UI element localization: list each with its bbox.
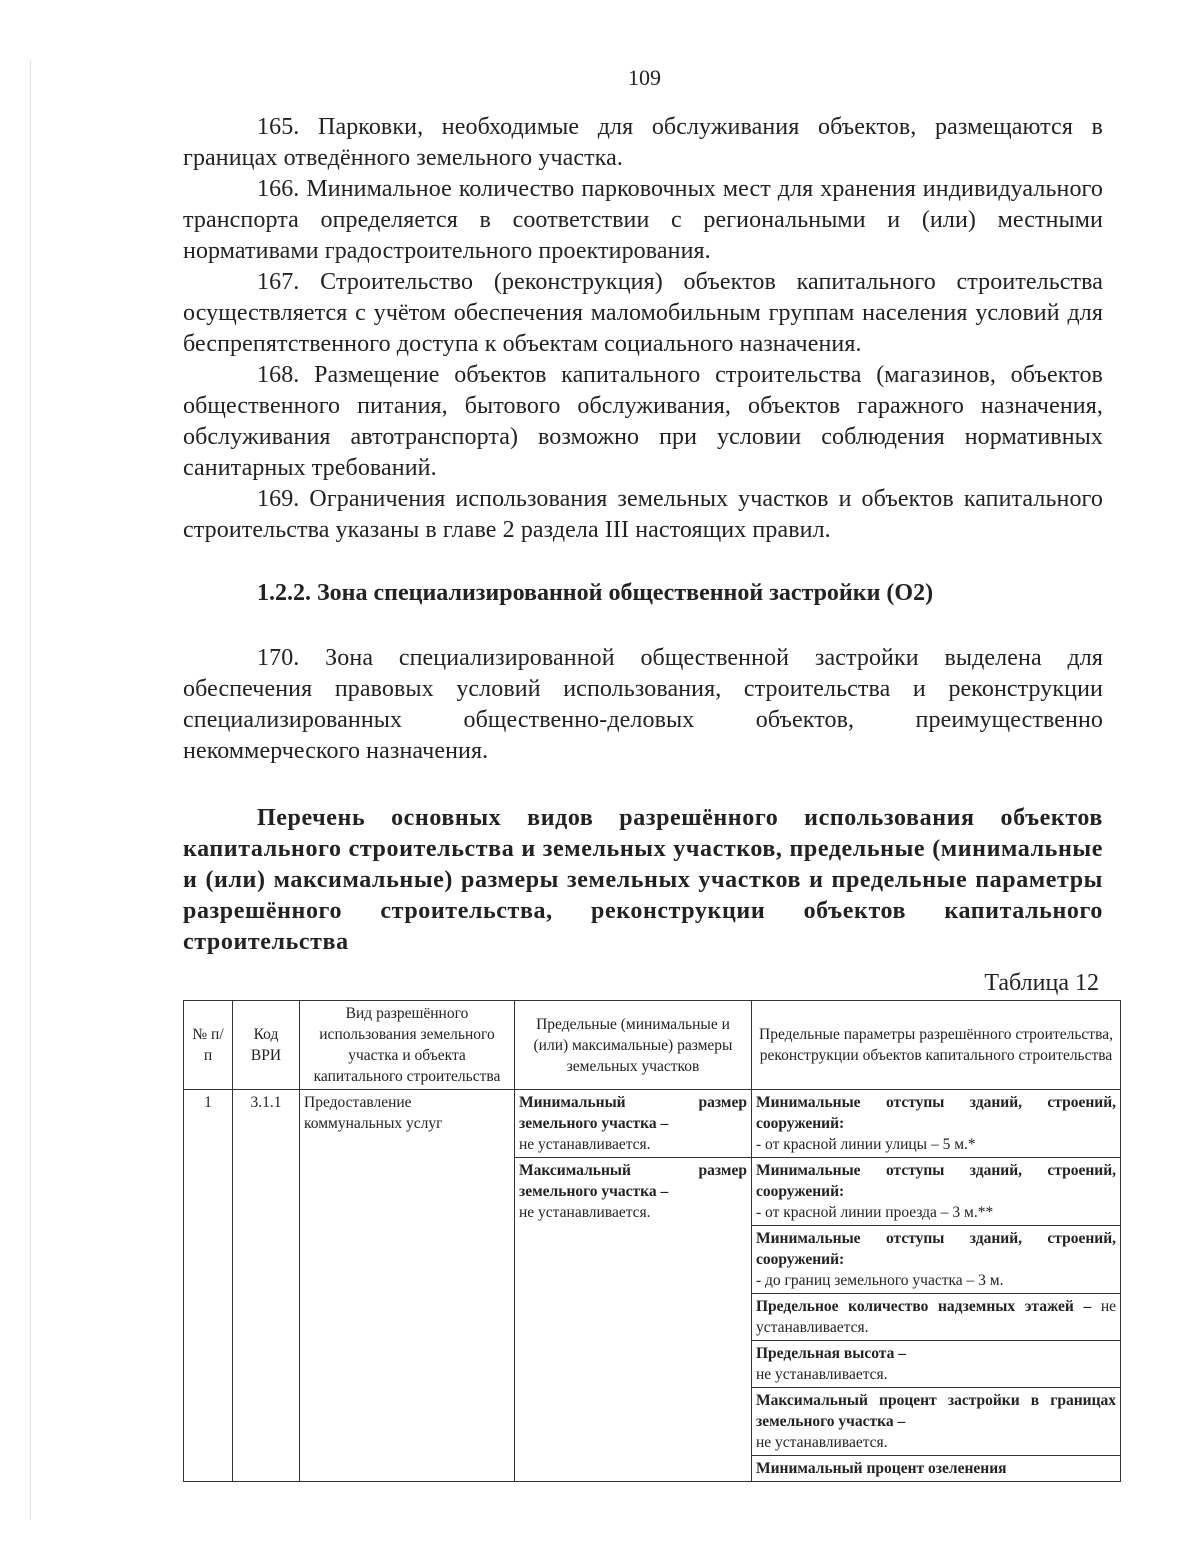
- param-4-title: Предельное количество надземных этажей –: [756, 1298, 1092, 1315]
- param-5-value: не устанавливается.: [756, 1366, 888, 1383]
- paragraph-167: 167. Строительство (реконструкция) объектов капитального строительства осуществляется с учётом обеспечения маломобильным группам населения условий для беспрепятственного доступа к объектам социального назначения.: [183, 269, 1103, 357]
- paragraph-169: 169. Ограничения использования земельных участков и объектов капитального строительства указаны в главе 2 раздела III настоящих правил.: [183, 486, 1103, 543]
- section-heading: 1.2.2. Зона специализированной общественной застройки (О2): [257, 580, 934, 606]
- cell-param-2: [752, 1158, 1121, 1226]
- param-1-value: - от красной линии улицы – 5 м.*: [756, 1136, 976, 1153]
- cell-param-6: [752, 1388, 1121, 1456]
- paragraph-170: 170. Зона специализированной общественной застройки выделена для обеспечения правовых условий использования, строительства и реконструкции специализированных общественно-деловых объектов, преимущественно некоммерческого назначения.: [183, 645, 1103, 764]
- table-caption: Таблица 12: [984, 970, 1099, 996]
- header-code: Код ВРИ: [233, 1001, 300, 1090]
- page-number: 109: [628, 65, 661, 90]
- header-type: Вид разрешённого использования земельного участка и объекта капитального строительства: [300, 1001, 515, 1090]
- paragraph-168: 168. Размещение объектов капитального строительства (магазинов, объектов общественного питания, бытового обслуживания, объектов гаражного назначения, обслуживания автотранспорта) возможно при условии соблюдения нормативных санитарных требований.: [183, 362, 1103, 481]
- min-size-title: Минимальный размер земельного участка –: [519, 1094, 747, 1132]
- cell-num: 1: [184, 1090, 233, 1482]
- cell-param-7: [752, 1456, 1121, 1482]
- header-limits: Предельные (минимальные и (или) максимальные) размеры земельных участков: [515, 1001, 752, 1090]
- cell-type: Предоставление коммунальных услуг: [300, 1090, 515, 1482]
- scan-edge-line: [30, 60, 31, 1520]
- param-1-title: Минимальные отступы зданий, строений, сооружений:: [756, 1094, 1116, 1132]
- param-3-title: Минимальные отступы зданий, строений, сооружений:: [756, 1230, 1116, 1268]
- min-size-value: не устанавливается.: [519, 1136, 651, 1153]
- param-4-value: не устанавливается.: [756, 1298, 1117, 1336]
- param-3-value: - до границ земельного участка – 3 м.: [756, 1272, 1004, 1289]
- param-6-value: не устанавливается.: [756, 1434, 888, 1451]
- param-2-title: Минимальные отступы зданий, строений, сооружений:: [756, 1162, 1116, 1200]
- param-6-title: Максимальный процент застройки в границах земельного участка –: [756, 1392, 1116, 1430]
- cell-max-size: [515, 1158, 752, 1482]
- cell-param-3: [752, 1226, 1121, 1294]
- zone-table: [183, 1000, 1121, 1482]
- param-2-value: - от красной линии проезда – 3 м.**: [756, 1204, 994, 1221]
- document-page: [183, 62, 1117, 1482]
- list-title: Перечень основных видов разрешённого использования объектов капитального строительства и земельных участков, предельные (минимальные и (или) максимальные) размеры земельных участков и предельные параметры разрешённого строительства, реконструкции объектов капитального строительства: [183, 805, 1103, 955]
- cell-param-4: [752, 1294, 1121, 1341]
- cell-param-1: [752, 1090, 1121, 1158]
- max-size-title: Максимальный размер земельного участка –: [519, 1162, 747, 1200]
- header-params: Предельные параметры разрешённого строительства, реконструкции объектов капитального строительства: [752, 1001, 1121, 1090]
- cell-param-5: [752, 1341, 1121, 1388]
- table-header-row: [184, 1001, 1121, 1090]
- paragraph-166: 166. Минимальное количество парковочных мест для хранения индивидуального транспорта определяется в соответствии с региональными и (или) местными нормативами градостроительного проектирования.: [183, 176, 1103, 264]
- table-row: [184, 1090, 1121, 1158]
- max-size-value: не устанавливается.: [519, 1204, 651, 1221]
- param-7-title: Минимальный процент озеленения: [756, 1460, 1007, 1477]
- cell-code: 3.1.1: [233, 1090, 300, 1482]
- cell-min-size: [515, 1090, 752, 1158]
- header-num: № п/п: [184, 1001, 233, 1090]
- paragraph-165: 165. Парковки, необходимые для обслуживания объектов, размещаются в границах отведённого земельного участка.: [183, 114, 1103, 171]
- param-5-title: Предельная высота –: [756, 1345, 906, 1362]
